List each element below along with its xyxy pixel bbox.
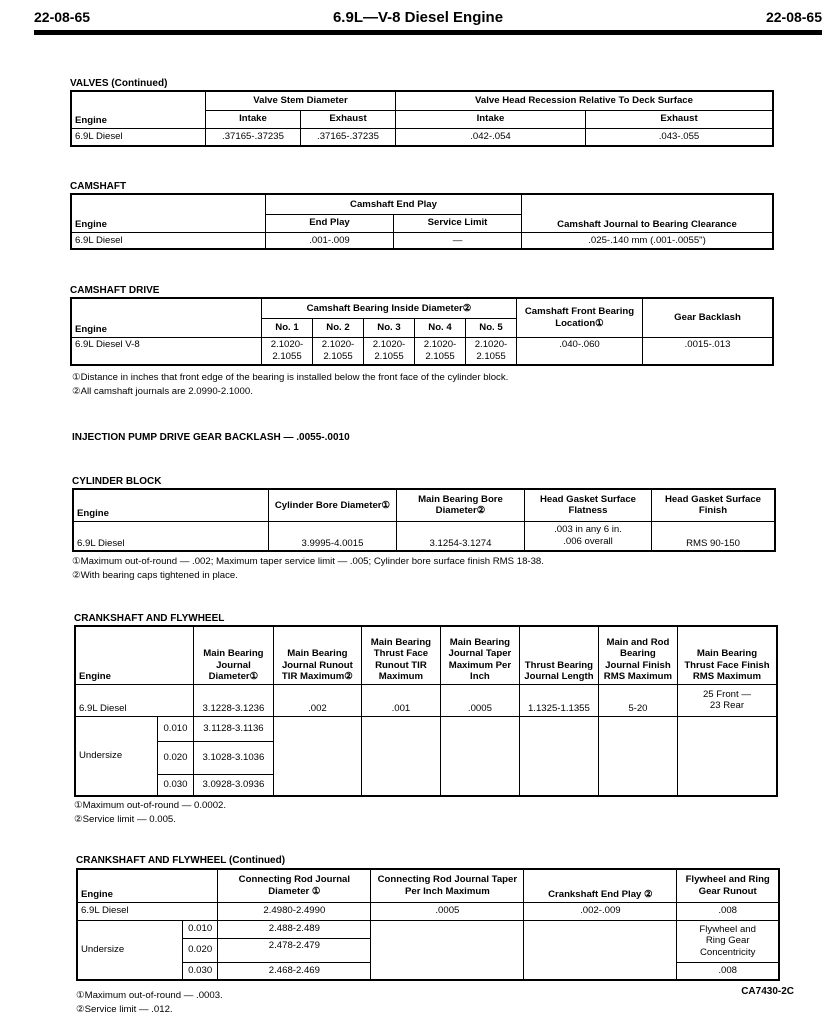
crank1-h-thrust-finish: Main Bearing Thrust Face Finish RMS Maximum <box>677 626 777 684</box>
valves-stem-exhaust: .37165-.37235 <box>301 128 396 146</box>
page-header <box>0 0 836 40</box>
camshaft-heading: CAMSHAFT <box>70 181 127 192</box>
block-flat: .003 in any 6 in. .006 overall <box>525 521 652 551</box>
crank1-engine: 6.9L Diesel <box>75 684 193 716</box>
crank2-taper: .0005 <box>371 902 524 920</box>
valves-h-recess: Valve Head Recession Relative To Deck Surface <box>396 91 774 110</box>
page-title: 6.9L—V-8 Diesel Engine <box>332 9 504 26</box>
block-h-flat: Head Gasket Surface Flatness <box>525 489 652 521</box>
crank1-runout: .002 <box>273 684 361 716</box>
camdrive-note-2: ②All camshaft journals are 2.0990-2.1000. <box>72 386 253 397</box>
crank2-table <box>76 868 780 981</box>
crank2-h-runout: Flywheel and Ring Gear Runout <box>677 869 779 902</box>
crank2-runout: .008 <box>677 902 779 920</box>
block-h-finish: Head Gasket Surface Finish <box>652 489 776 521</box>
crank2-under-size-1: 0.010 <box>183 920 218 938</box>
block-note-1: ①Maximum out-of-round — .002; Maximum taper service limit — .005; Cylinder bore surface finish RMS 18-38. <box>72 556 544 567</box>
camdrive-h-no5: No. 5 <box>466 318 517 337</box>
block-engine: 6.9L Diesel <box>73 521 269 551</box>
crank1-under-size-1: 0.010 <box>158 716 194 741</box>
crank2-conc-val: .008 <box>677 962 779 980</box>
crank2-rod: 2.4980-2.4990 <box>218 902 371 920</box>
figure-code: CA7430-2C <box>741 986 794 997</box>
crank2-empty-endplay <box>524 920 677 980</box>
block-note-2: ②With bearing caps tightened in place. <box>72 570 238 581</box>
crank1-under-val-3: 3.0928-3.0936 <box>193 774 273 796</box>
block-bore: 3.9995-4.0015 <box>269 521 397 551</box>
camdrive-backlash: .0015-.013 <box>643 337 774 365</box>
crank2-empty-taper <box>371 920 524 980</box>
crank1-empty-taper <box>440 716 519 796</box>
camdrive-no3-value: 2.1020- 2.1055 <box>364 337 415 365</box>
valves-h-engine: Engine <box>71 91 206 128</box>
crank2-under-val-1: 2.488-2.489 <box>218 920 371 938</box>
camdrive-h-bearing: Camshaft Bearing Inside Diameter② <box>262 298 517 318</box>
crank2-undersize: Undersize <box>77 920 183 980</box>
crank1-h-thrust-len: Thrust Bearing Journal Length <box>519 626 598 684</box>
camdrive-h-no4: No. 4 <box>415 318 466 337</box>
crank1-h-runout: Main Bearing Journal Runout TIR Maximum② <box>273 626 361 684</box>
camdrive-engine: 6.9L Diesel V-8 <box>71 337 262 365</box>
crank2-h-endplay: Crankshaft End Play ② <box>524 869 677 902</box>
crank1-empty-runout <box>273 716 361 796</box>
crank2-note-1: ①Maximum out-of-round — .0003. <box>76 990 223 1001</box>
cam-h-endplay: End Play <box>266 214 394 232</box>
valves-h-stem-exhaust: Exhaust <box>301 110 396 128</box>
camdrive-no5-value: 2.1020- 2.1055 <box>466 337 517 365</box>
valves-stem-intake: .37165-.37235 <box>206 128 301 146</box>
crank1-h-taper: Main Bearing Journal Taper Maximum Per Inch <box>440 626 519 684</box>
camdrive-h-backlash: Gear Backlash <box>643 298 774 337</box>
camdrive-no4-value: 2.1020- 2.1055 <box>415 337 466 365</box>
camdrive-no1-value: 2.1020- 2.1055 <box>262 337 313 365</box>
crank1-finish: 5-20 <box>598 684 677 716</box>
crank2-under-size-3: 0.030 <box>183 962 218 980</box>
valves-heading: VALVES (Continued) <box>70 78 168 89</box>
block-table <box>72 488 776 552</box>
block-main: 3.1254-3.1274 <box>397 521 525 551</box>
crank1-under-size-2: 0.020 <box>158 741 194 774</box>
block-finish: RMS 90-150 <box>652 521 776 551</box>
camdrive-h-no1: No. 1 <box>262 318 313 337</box>
valves-rec-exhaust: .043-.055 <box>586 128 774 146</box>
cam-limit: — <box>394 232 522 249</box>
cam-h-limit: Service Limit <box>394 214 522 232</box>
valves-table <box>70 90 774 147</box>
crank2-endplay: .002-.009 <box>524 902 677 920</box>
crank1-thrust-finish: 25 Front — 23 Rear <box>677 684 777 716</box>
valves-h-rec-exhaust: Exhaust <box>586 110 774 128</box>
crank1-taper: .0005 <box>440 684 519 716</box>
crank1-undersize: Undersize <box>75 716 158 796</box>
crank1-h-finish: Main and Rod Bearing Journal Finish RMS Maximum <box>598 626 677 684</box>
cam-h-clearance: Camshaft Journal to Bearing Clearance <box>522 194 774 232</box>
crank1-under-val-1: 3.1128-3.1136 <box>193 716 273 741</box>
crank1-note-1: ①Maximum out-of-round — 0.0002. <box>74 800 227 811</box>
crank1-h-thrust-runout: Main Bearing Thrust Face Runout TIR Maximum <box>361 626 440 684</box>
valves-h-stem: Valve Stem Diameter <box>206 91 396 110</box>
cam-h-engine: Engine <box>71 194 266 232</box>
crank1-h-engine: Engine <box>75 626 193 684</box>
crank2-h-engine: Engine <box>77 869 218 902</box>
camdrive-note-1: ①Distance in inches that front edge of the bearing is installed below the front face of the cylinder block. <box>72 372 509 383</box>
crank1-empty-thrust-finish <box>677 716 777 796</box>
crank1-main: 3.1228-3.1236 <box>193 684 273 716</box>
crank1-under-size-3: 0.030 <box>158 774 194 796</box>
camdrive-table <box>70 297 774 366</box>
crank1-empty-finish <box>598 716 677 796</box>
valves-h-rec-intake: Intake <box>396 110 586 128</box>
crank1-thrust-len: 1.1325-1.1355 <box>519 684 598 716</box>
crank2-h-taper: Connecting Rod Journal Taper Per Inch Maximum <box>371 869 524 902</box>
crank1-under-val-2: 3.1028-3.1036 <box>193 741 273 774</box>
crank1-note-2: ②Service limit — 0.005. <box>74 814 176 825</box>
block-heading: CYLINDER BLOCK <box>72 476 162 487</box>
crank2-under-size-2: 0.020 <box>183 938 218 962</box>
camdrive-h-no3: No. 3 <box>364 318 415 337</box>
camdrive-no2-value: 2.1020- 2.1055 <box>313 337 364 365</box>
crank2-concentricity: Flywheel and Ring Gear Concentricity <box>677 920 779 962</box>
camshaft-table <box>70 193 774 250</box>
camdrive-h-front: Camshaft Front Bearing Location① <box>517 298 643 337</box>
cam-h-endplay-group: Camshaft End Play <box>266 194 522 214</box>
camdrive-h-no2: No. 2 <box>313 318 364 337</box>
camdrive-heading: CAMSHAFT DRIVE <box>70 285 160 296</box>
crank2-engine: 6.9L Diesel <box>77 902 218 920</box>
crank1-empty-thrust-runout <box>361 716 440 796</box>
cam-endplay: .001-.009 <box>266 232 394 249</box>
crank2-h-rod: Connecting Rod Journal Diameter ① <box>218 869 371 902</box>
page-number-left: 22-08-65 <box>34 9 91 25</box>
block-h-engine: Engine <box>73 489 269 521</box>
crank2-heading: CRANKSHAFT AND FLYWHEEL (Continued) <box>76 855 286 866</box>
valves-engine: 6.9L Diesel <box>71 128 206 146</box>
crank2-under-val-3: 2.468-2.469 <box>218 962 371 980</box>
crank1-h-main: Main Bearing Journal Diameter① <box>193 626 273 684</box>
block-h-bore: Cylinder Bore Diameter① <box>269 489 397 521</box>
page-number-right: 22-08-65 <box>765 9 822 25</box>
valves-rec-intake: .042-.054 <box>396 128 586 146</box>
crank2-under-val-2: 2.478-2.479 <box>218 938 371 962</box>
cam-clearance: .025-.140 mm (.001-.0055") <box>522 232 774 249</box>
camdrive-h-engine: Engine <box>71 298 262 337</box>
injection-backlash: INJECTION PUMP DRIVE GEAR BACKLASH — .0055-.0010 <box>72 432 350 443</box>
crank2-note-2: ②Service limit — .012. <box>76 1004 173 1015</box>
header-rule <box>34 30 822 35</box>
cam-engine: 6.9L Diesel <box>71 232 266 249</box>
block-h-main: Main Bearing Bore Diameter② <box>397 489 525 521</box>
crank1-thrust-runout: .001 <box>361 684 440 716</box>
valves-h-stem-intake: Intake <box>206 110 301 128</box>
crank1-table <box>74 625 778 797</box>
crank1-heading: CRANKSHAFT AND FLYWHEEL <box>74 613 225 624</box>
crank1-empty-thrust-len <box>519 716 598 796</box>
camdrive-front: .040-.060 <box>517 337 643 365</box>
